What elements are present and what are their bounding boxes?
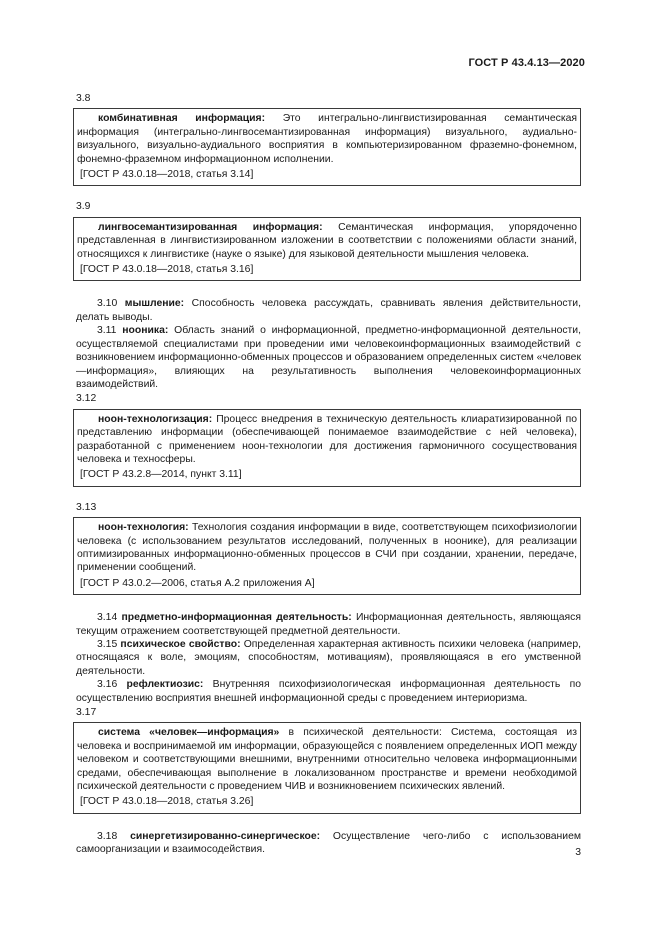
entry-number: 3.15 xyxy=(97,639,118,650)
entry-number: 3.17 xyxy=(76,707,97,719)
definition-reference: [ГОСТ Р 43.0.2—2006, статья А.2 приложения А] xyxy=(80,577,315,589)
definition-text xyxy=(76,638,581,678)
definition-text xyxy=(77,221,577,261)
definition-text xyxy=(76,611,581,638)
definition-body: в психической деятельности: Система, состоящая из человека и воспринимаемой им информации, образующейся с появлением определенных ИОП между человеком и соответствующими внешними, внутренними относительно человека информационными средами, обеспечивающая выполнение в локализованном пространстве и времени необходимой психической деятельности с проведением ЧИВ и возникновением психических явлений. xyxy=(77,727,577,793)
definition-reference: [ГОСТ Р 43.2.8—2014, пункт 3.11] xyxy=(80,469,242,481)
definition-box xyxy=(73,409,581,487)
definition-box xyxy=(73,722,581,813)
definition-text xyxy=(76,830,581,857)
definition-body: Способность человека рассуждать, сравнивать явления действительности, делать выводы. xyxy=(76,298,581,323)
term: система «человек—информация» xyxy=(98,727,280,739)
document-id: ГОСТ Р 43.4.13—2020 xyxy=(468,57,585,69)
definition-body: Определенная характерная активность психики человека (например, относящаяся к воле, эмоциям, способностям, мотивациям), проявляющаяся в его умственной деятельности. xyxy=(76,639,582,677)
entry-number: 3.13 xyxy=(76,501,97,513)
term: психическое свойство: xyxy=(120,639,241,650)
entry-number: 3.10 xyxy=(97,298,118,310)
definition-reference: [ГОСТ Р 43.0.18—2018, статья 3.26] xyxy=(80,796,254,808)
term: предметно-информационная деятельность: xyxy=(121,612,352,624)
page-number: 3 xyxy=(575,847,581,858)
entry-number: 3.16 xyxy=(97,679,118,691)
term: синергетизированно-синергическое: xyxy=(130,830,321,842)
term: комбинативная информация: xyxy=(98,113,266,125)
definition-body: Внутренняя психофизиологическая информационная деятельность по осуществлению восприятия внешней информационной среды с проведением интериоризма. xyxy=(76,679,581,704)
definition-box xyxy=(73,517,581,595)
definition-box xyxy=(73,217,581,282)
definition-box xyxy=(73,108,581,186)
definition-paragraph xyxy=(73,611,581,638)
entry-number: 3.12 xyxy=(76,393,97,405)
definition-text xyxy=(77,413,577,467)
definition-body: Информационная деятельность, являющаяся текущим отражением соответствующей предметной деятельности. xyxy=(76,612,582,637)
definition-body: Осуществление чего-либо с использованием самоорганизации и взаимосодействия. xyxy=(76,830,581,856)
definition-body: Область знаний о информационной, предметно-информационной деятельности, осуществляемой специалистами при проведении ими человекоинформационных взаимодействий с возникновением информационно-обменных процессов и образованием определенных систем «человек—информация», влияющих на результативность выполнения человекоинформационных взаимодействий. xyxy=(76,325,581,390)
term: ноон-технология: xyxy=(98,522,189,534)
definition-paragraph xyxy=(73,830,581,857)
definition-text xyxy=(77,521,577,575)
definition-paragraph xyxy=(73,678,581,705)
entry-number: 3.8 xyxy=(76,93,91,104)
document-header xyxy=(468,57,585,70)
entry-number: 3.14 xyxy=(97,612,118,624)
term: мышление: xyxy=(124,298,185,310)
definition-paragraph xyxy=(73,324,581,391)
term: рефлектиозис: xyxy=(126,679,204,691)
entry-number: 3.9 xyxy=(76,201,91,213)
definition-body: Процесс внедрения в техническую деятельность клиаратизированной по представлению информации (обеспечивающей понимаемое взаимодействие с ней человека), разработанной с применением ноон-технологии для достижения гармоничного сосуществования человека и техносферы. xyxy=(77,413,577,465)
definition-text xyxy=(76,324,581,391)
definition-reference: [ГОСТ Р 43.0.18—2018, статья 3.16] xyxy=(80,264,254,276)
term: лингвосемантизированная информация: xyxy=(98,221,323,233)
definition-body: Технология создания информации в виде, соответствующем психофизиологии человека (с использованием результатов исследований, полученных в ноонике), для реализации оптимизированных информационно-обменных процессов в СЧИ при создании, хранении, передаче, применении сообщений. xyxy=(77,522,577,574)
entry-number: 3.18 xyxy=(97,830,118,842)
definition-body: Семантическая информация, упорядоченно представленная в лингвистизированном изложении в соответствии с положениями области знаний, относящихся к лингвистике (науке о языке) для языковой деятельности мышления человека. xyxy=(77,221,577,260)
term: нооника: xyxy=(122,325,169,337)
definition-text xyxy=(77,726,577,793)
definition-paragraph xyxy=(73,638,581,678)
definition-text xyxy=(76,297,581,324)
definition-paragraph xyxy=(73,297,581,324)
definition-text xyxy=(77,112,577,166)
document-body xyxy=(73,92,581,857)
definition-body: Это интегрально-лингвистизированная семантическая информация (интегрально-лингвосемантизированная информация) визуального, аудиально-визуального, визуально-аудиального восприятия в компьютеризированном фраземно-фонемном, фонемно-фраземном информационном исполнении. xyxy=(77,113,577,165)
definition-reference: [ГОСТ Р 43.0.18—2018, статья 3.14] xyxy=(80,169,254,181)
definition-text xyxy=(76,678,581,705)
entry-number: 3.11 xyxy=(97,325,117,337)
term: ноон-технологизация: xyxy=(98,413,213,425)
